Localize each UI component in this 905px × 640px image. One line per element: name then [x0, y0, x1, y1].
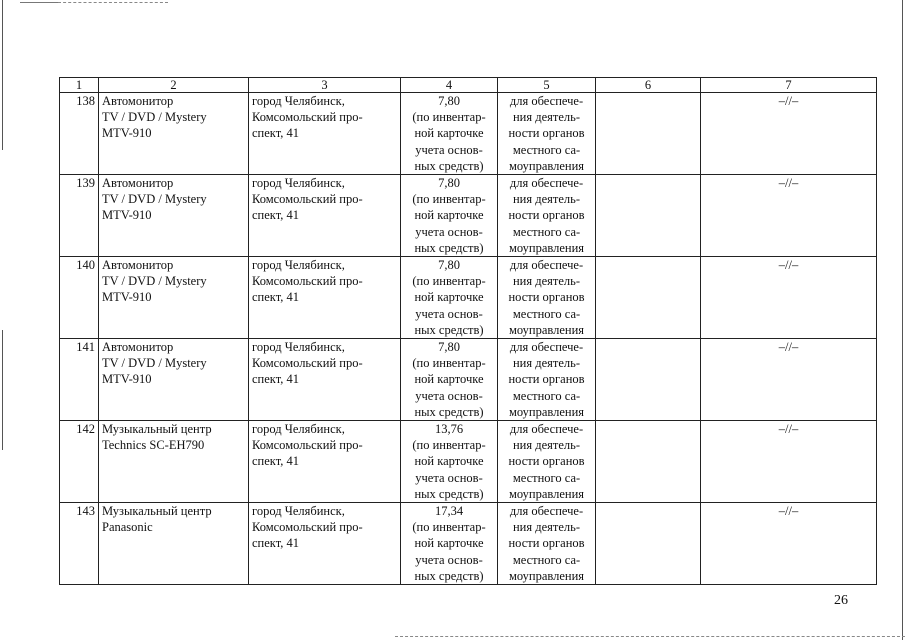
item-address: город Челябинск, Комсомольский про- спект, 41	[249, 339, 401, 421]
page-number: 26	[834, 593, 848, 608]
table-row	[60, 257, 877, 339]
item-col6	[596, 503, 701, 585]
scan-edge-left-lower	[2, 330, 3, 450]
column-header-4: 4	[401, 78, 498, 93]
column-header-7: 7	[701, 78, 877, 93]
row-number: 140	[60, 257, 99, 339]
item-name: Автомонитор TV / DVD / Mystery MTV-910	[99, 93, 249, 175]
item-col6	[596, 93, 701, 175]
item-col6	[596, 421, 701, 503]
item-cost: 7,80 (по инвентар- ной карточке учета основ- ных средств)	[401, 257, 498, 339]
column-header-5: 5	[498, 78, 596, 93]
item-col7: –//–	[701, 175, 877, 257]
item-cost: 7,80 (по инвентар- ной карточке учета основ- ных средств)	[401, 93, 498, 175]
item-col7: –//–	[701, 503, 877, 585]
column-header-3: 3	[249, 78, 401, 93]
table-row	[60, 175, 877, 257]
inventory-table	[59, 77, 877, 585]
item-address: город Челябинск, Комсомольский про- спект, 41	[249, 503, 401, 585]
column-header-6: 6	[596, 78, 701, 93]
scan-edge-bottom-dashed	[395, 636, 905, 637]
scan-edge-right	[902, 0, 903, 640]
item-col6	[596, 175, 701, 257]
item-col7: –//–	[701, 421, 877, 503]
table-row	[60, 93, 877, 175]
item-name: Музыкальный центр Technics SC-EH790	[99, 421, 249, 503]
table-row	[60, 421, 877, 503]
item-name: Автомонитор TV / DVD / Mystery MTV-910	[99, 339, 249, 421]
item-purpose: для обеспече- ния деятель- ности органов местного са- моуправления	[498, 175, 596, 257]
item-purpose: для обеспече- ния деятель- ности органов местного са- моуправления	[498, 503, 596, 585]
row-number: 142	[60, 421, 99, 503]
item-address: город Челябинск, Комсомольский про- спект, 41	[249, 421, 401, 503]
item-address: город Челябинск, Комсомольский про- спект, 41	[249, 93, 401, 175]
item-cost: 17,34 (по инвентар- ной карточке учета основ- ных средств)	[401, 503, 498, 585]
item-name: Музыкальный центр Panasonic	[99, 503, 249, 585]
item-cost: 7,80 (по инвентар- ной карточке учета основ- ных средств)	[401, 339, 498, 421]
table-header-row	[60, 78, 877, 93]
item-purpose: для обеспече- ния деятель- ности органов местного са- моуправления	[498, 339, 596, 421]
row-number: 141	[60, 339, 99, 421]
item-purpose: для обеспече- ния деятель- ности органов местного са- моуправления	[498, 93, 596, 175]
row-number: 138	[60, 93, 99, 175]
column-header-1: 1	[60, 78, 99, 93]
item-name: Автомонитор TV / DVD / Mystery MTV-910	[99, 175, 249, 257]
table-row	[60, 339, 877, 421]
item-col6	[596, 257, 701, 339]
column-header-2: 2	[99, 78, 249, 93]
row-number: 143	[60, 503, 99, 585]
item-cost: 7,80 (по инвентар- ной карточке учета основ- ных средств)	[401, 175, 498, 257]
scan-edge-top-dashed	[58, 2, 168, 3]
item-address: город Челябинск, Комсомольский про- спект, 41	[249, 175, 401, 257]
item-name: Автомонитор TV / DVD / Mystery MTV-910	[99, 257, 249, 339]
item-col7: –//–	[701, 93, 877, 175]
item-cost: 13,76 (по инвентар- ной карточке учета основ- ных средств)	[401, 421, 498, 503]
row-number: 139	[60, 175, 99, 257]
table-row	[60, 503, 877, 585]
scan-edge-left	[2, 0, 3, 150]
item-col6	[596, 339, 701, 421]
item-col7: –//–	[701, 339, 877, 421]
scan-edge-top-solid	[20, 2, 58, 3]
item-col7: –//–	[701, 257, 877, 339]
item-address: город Челябинск, Комсомольский про- спект, 41	[249, 257, 401, 339]
item-purpose: для обеспече- ния деятель- ности органов местного са- моуправления	[498, 421, 596, 503]
item-purpose: для обеспече- ния деятель- ности органов местного са- моуправления	[498, 257, 596, 339]
